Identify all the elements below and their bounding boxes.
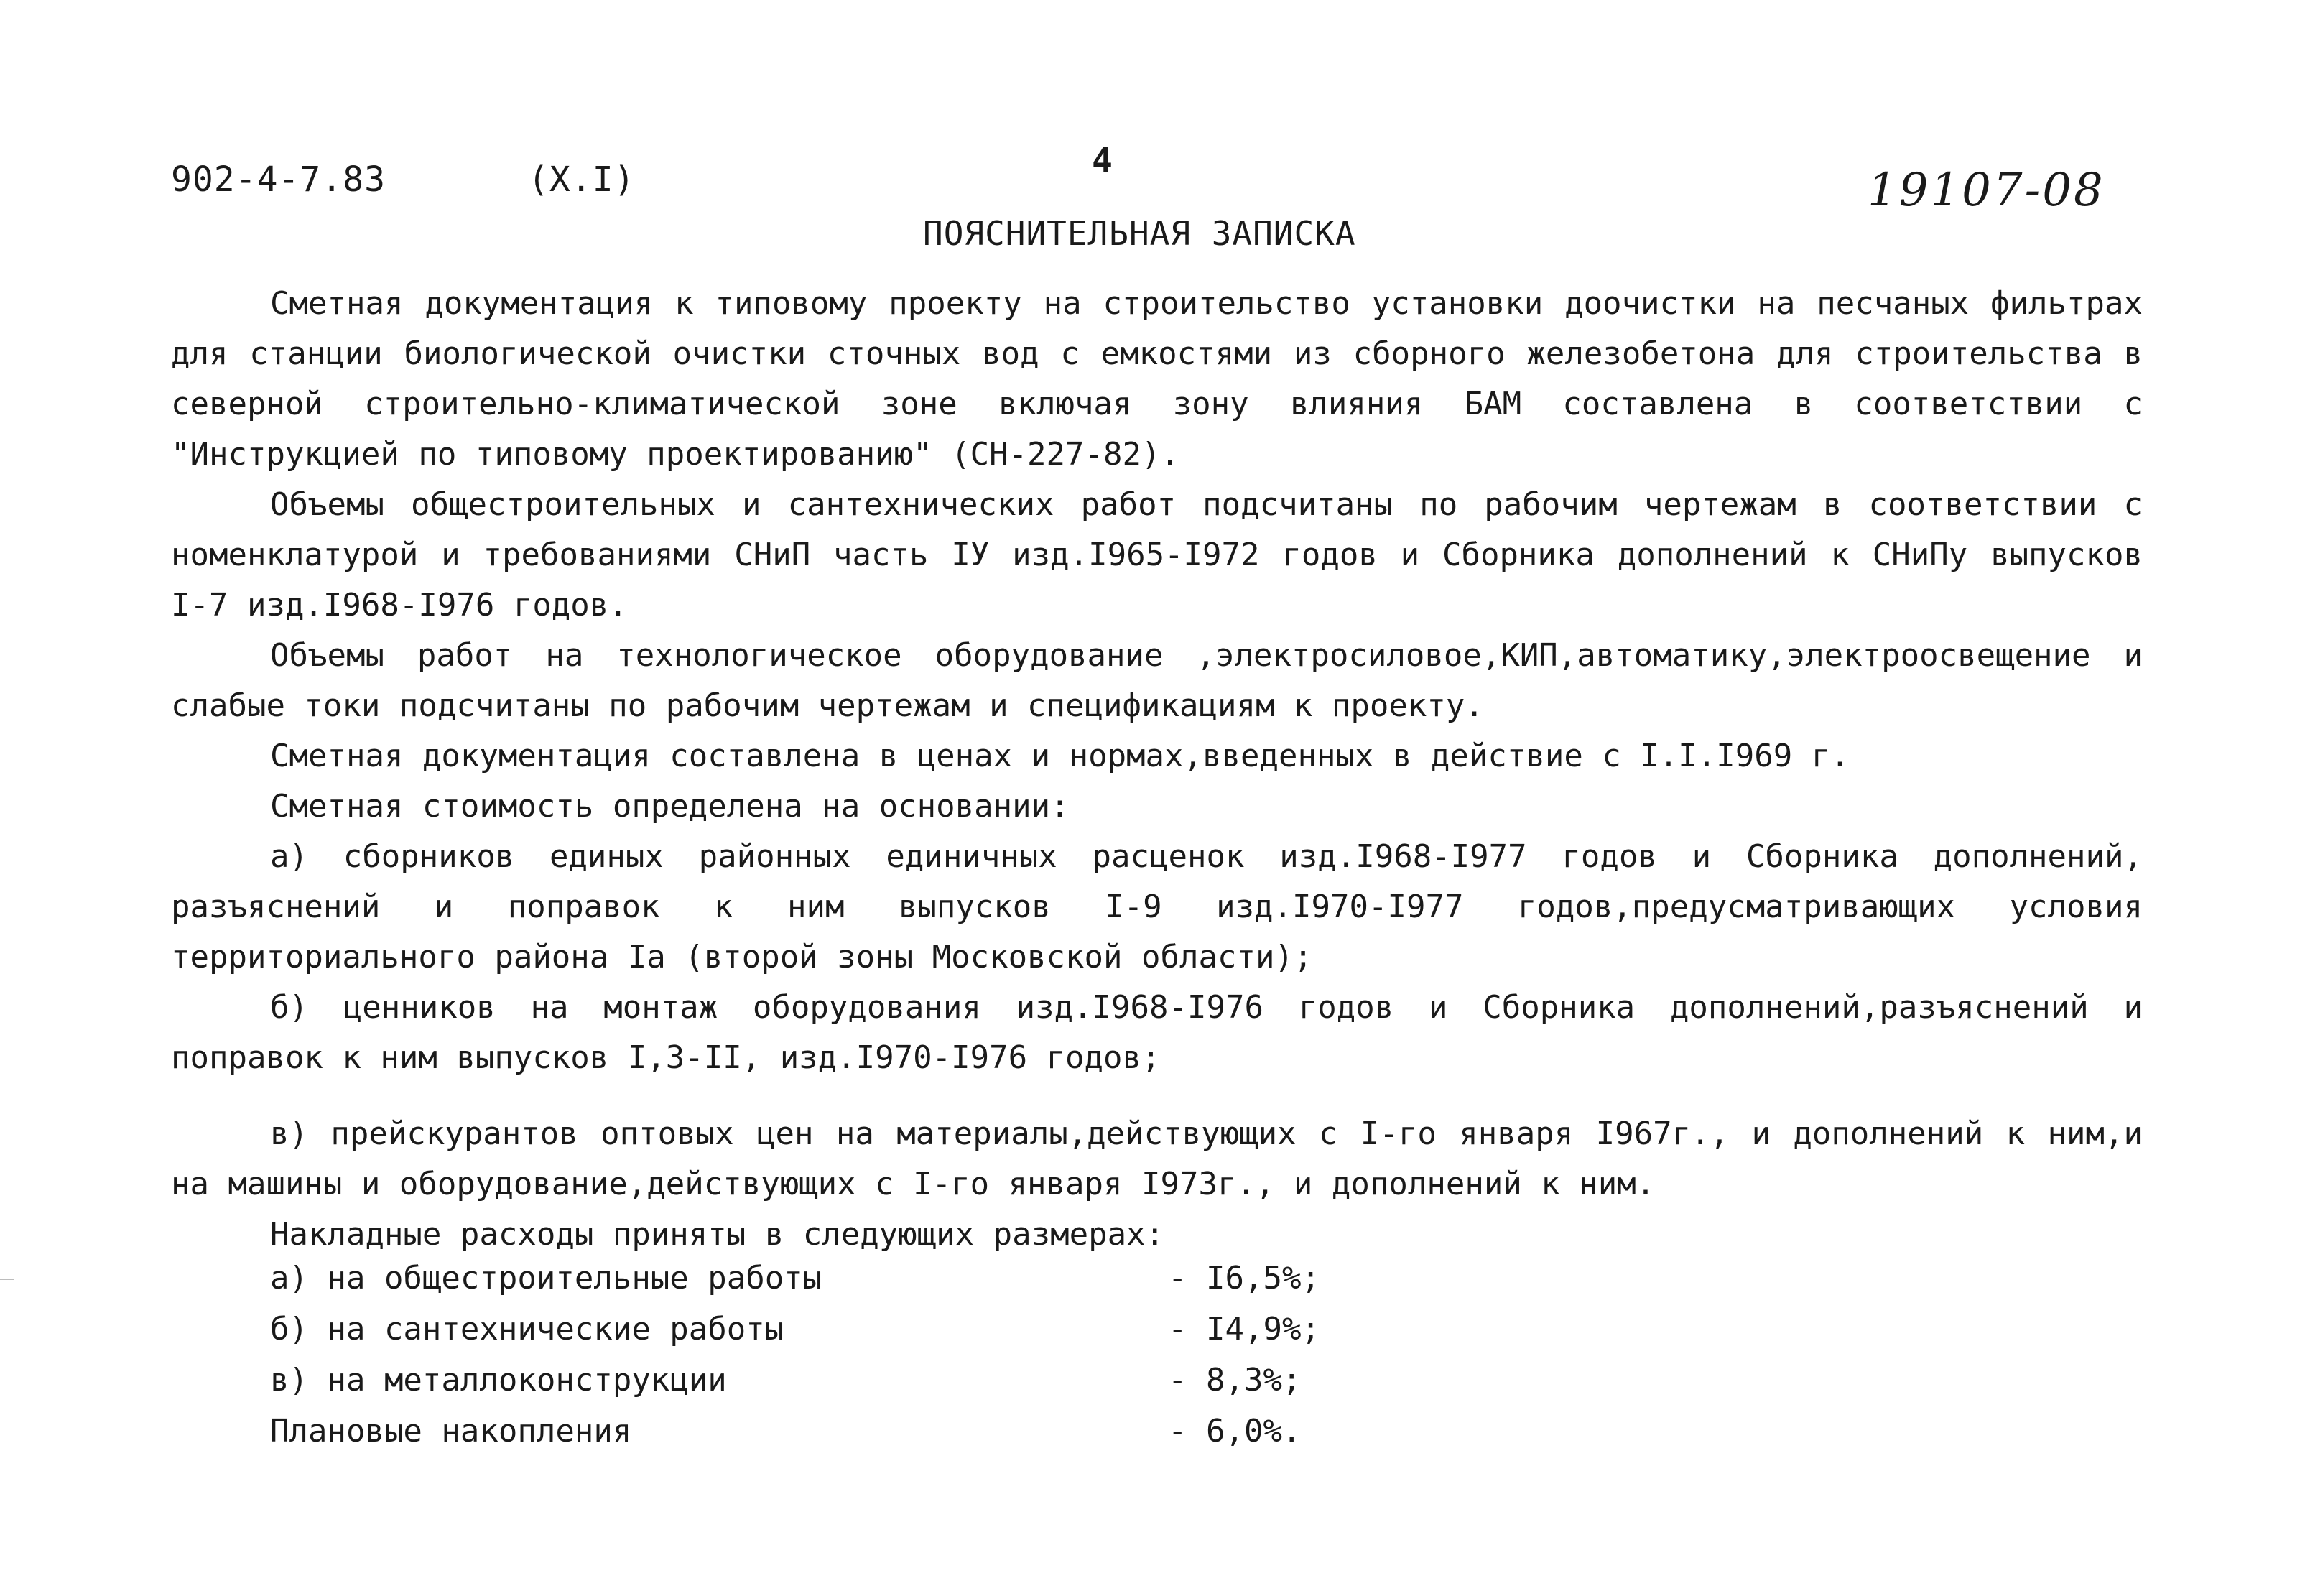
rate-label: Плановые накопления (270, 1413, 632, 1449)
archive-number: 19107-08 (1868, 164, 2105, 217)
rate-label: б) на сантехнические работы (270, 1311, 784, 1347)
rate-value: - 6,0%. (1168, 1413, 1302, 1449)
rate-label: в) на металлоконструкции (270, 1362, 727, 1398)
page-number: 4 (1092, 141, 1113, 181)
paragraph-overheads: Накладные расходы приняты в следующих размерах: (270, 1216, 1165, 1253)
paragraph-basis-a: а) сборников единых районных единичных расценок изд.I968-I977 годов и Сборника дополнений, разъяснений и поправок к ним выпусков I-9 изд.I970-I977 годов,предусматривающих условия территориального района Iа (второй зоны Московской области); (171, 838, 2143, 975)
sheet-reference: (X.I) (528, 159, 636, 200)
paragraph-basis-c: в) прейскурантов оптовых цен на материалы,действующих с I-го января I967г., и дополнений к ним,и на машины и оборудование,действующих с I-го января I973г., и дополнений к ним. (171, 1115, 2143, 1202)
rate-value: - I4,9%; (1168, 1311, 1320, 1347)
paragraph-price-base: Сметная документация составлена в ценах и нормах,введенных в действие с I.I.I969 г. (270, 738, 1850, 774)
scan-edge-mark (0, 1279, 14, 1280)
paragraph-equipment-volumes: Объемы работ на технологическое оборудование ,электросиловое,КИП,автоматику,электроосвещение и слабые токи подсчитаны по рабочим чертежам и спецификациям к проекту. (171, 637, 2143, 724)
rate-label: а) на общестроительные работы (270, 1260, 822, 1296)
rate-value: - 8,3%; (1168, 1362, 1302, 1398)
explanatory-text (171, 279, 2143, 1260)
paragraph-construction-volumes: Объемы общестроительных и сантехнических работ подсчитаны по рабочим чертежам в соответствии с номенклатурой и требованиями СНиП часть IУ изд.I965-I972 годов и Сборника дополнений к СНиПу выпусков I-7 изд.I968-I976 годов. (171, 486, 2143, 623)
document-code: 902-4-7.83 (171, 159, 386, 200)
rate-value: - I6,5%; (1168, 1260, 1320, 1296)
paragraph-scope: Сметная документация к типовому проекту на строительство установки доочистки на песчаных фильтрах для станции биологической очистки сточных вод с емкостями из сборного железобетона для строительства в северной строительно-климатической зоне включая зону влияния БАМ составлена в соответствии с "Инструкцией по типовому проектированию" (СН-227-82). (171, 285, 2143, 473)
paragraph-basis-b: б) ценников на монтаж оборудования изд.I968-I976 годов и Сборника дополнений,разъяснений и поправок к ним выпусков I,3-II, изд.I970-I976 годов; (171, 989, 2143, 1076)
document-title: ПОЯСНИТЕЛЬНАЯ ЗАПИСКА (923, 214, 1356, 253)
paragraph-cost-basis: Сметная стоимость определена на основании: (270, 788, 1070, 825)
